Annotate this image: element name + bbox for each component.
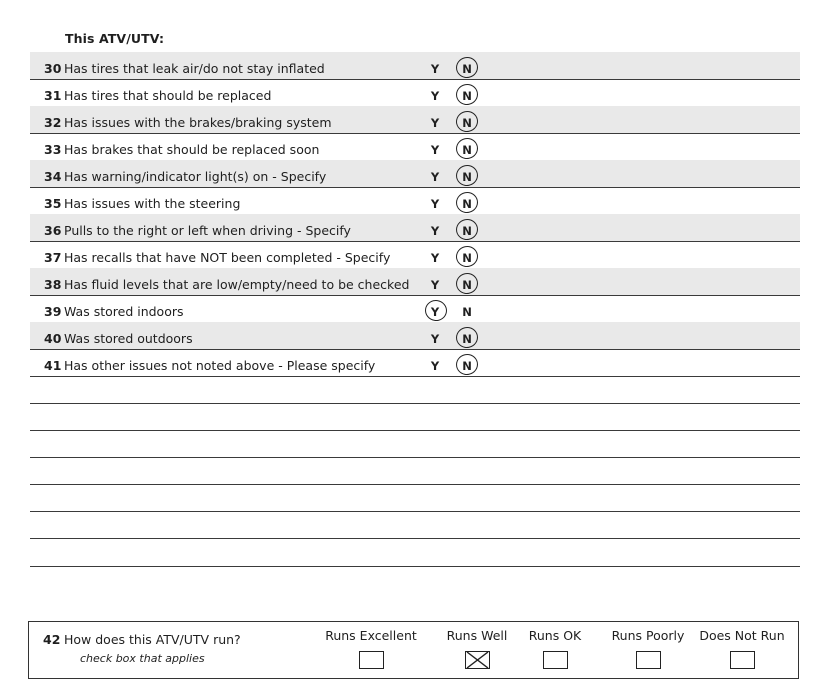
question-number: 41	[44, 358, 62, 373]
circled-answer-mark	[454, 271, 480, 296]
circled-answer-mark	[454, 244, 480, 269]
yes-option[interactable]: Y	[430, 143, 440, 157]
question-text: Has recalls that have NOT been completed - Specify	[64, 250, 391, 265]
question-text: Was stored outdoors	[64, 331, 193, 346]
choice-label: Does Not Run	[699, 628, 785, 643]
checkbox[interactable]	[465, 651, 490, 669]
question-number: 42	[43, 632, 61, 647]
no-option[interactable]: N	[462, 62, 472, 76]
question-row	[30, 295, 800, 323]
question-row	[30, 241, 800, 269]
question-text: Has tires that leak air/do not stay inflated	[64, 61, 325, 76]
question-row	[30, 187, 800, 215]
circled-answer-mark	[454, 325, 480, 350]
blank-line	[30, 538, 800, 539]
no-option[interactable]: N	[462, 116, 472, 130]
circled-answer-mark	[454, 190, 480, 215]
yes-option[interactable]: Y	[430, 116, 440, 130]
no-option[interactable]: N	[462, 224, 472, 238]
question-number: 40	[44, 331, 62, 346]
yes-option[interactable]: Y	[430, 170, 440, 184]
section-heading: This ATV/UTV:	[65, 31, 165, 46]
run-condition-question	[28, 621, 799, 679]
blank-line	[30, 403, 800, 404]
question-number: 35	[44, 196, 62, 211]
question-text: Has issues with the brakes/braking system	[64, 115, 332, 130]
circled-answer-mark	[454, 352, 480, 377]
blank-line	[30, 484, 800, 485]
circled-answer-mark	[454, 55, 480, 80]
choice-label: Runs Well	[446, 628, 508, 643]
x-mark-icon	[466, 652, 489, 668]
question-row	[30, 133, 800, 161]
circled-answer-mark	[454, 217, 480, 242]
question-number: 39	[44, 304, 62, 319]
no-option[interactable]: N	[462, 278, 472, 292]
circled-answer-mark	[454, 109, 480, 134]
question-row	[30, 268, 800, 296]
question-text: Pulls to the right or left when driving - Specify	[64, 223, 351, 238]
question-number: 33	[44, 142, 62, 157]
no-option[interactable]: N	[462, 332, 472, 346]
question-instruction: check box that applies	[80, 652, 205, 665]
question-row	[30, 160, 800, 188]
circled-answer-mark	[454, 163, 480, 188]
question-number: 34	[44, 169, 62, 184]
question-text: How does this ATV/UTV run?	[64, 632, 241, 647]
question-row	[30, 52, 800, 80]
no-option[interactable]: N	[462, 170, 472, 184]
question-text: Has tires that should be replaced	[64, 88, 272, 103]
run-choice	[687, 628, 797, 669]
yes-option[interactable]: Y	[430, 62, 440, 76]
no-option[interactable]: N	[462, 305, 472, 319]
question-text: Has other issues not noted above - Please specify	[64, 358, 376, 373]
yes-option[interactable]: Y	[430, 197, 440, 211]
circled-answer-mark	[454, 82, 480, 107]
checkbox[interactable]	[730, 651, 755, 669]
question-text: Has warning/indicator light(s) on - Specify	[64, 169, 327, 184]
yes-option[interactable]: Y	[430, 332, 440, 346]
question-text: Has fluid levels that are low/empty/need to be checked	[64, 277, 410, 292]
yes-option[interactable]: Y	[430, 224, 440, 238]
blank-line	[30, 457, 800, 458]
no-option[interactable]: N	[462, 251, 472, 265]
question-row	[30, 79, 800, 107]
yes-option[interactable]: Y	[430, 89, 440, 103]
choice-label: Runs Excellent	[325, 628, 417, 643]
yes-option[interactable]: Y	[430, 278, 440, 292]
no-option[interactable]: N	[462, 143, 472, 157]
question-row	[30, 349, 800, 377]
question-number: 37	[44, 250, 62, 265]
question-row	[30, 106, 800, 134]
question-number: 38	[44, 277, 62, 292]
checkbox[interactable]	[359, 651, 384, 669]
question-text: Has brakes that should be replaced soon	[64, 142, 320, 157]
yes-option[interactable]: Y	[430, 359, 440, 373]
question-number: 36	[44, 223, 62, 238]
no-option[interactable]: N	[462, 359, 472, 373]
question-number: 32	[44, 115, 62, 130]
checkbox[interactable]	[636, 651, 661, 669]
blank-line	[30, 511, 800, 512]
blank-line	[30, 566, 800, 567]
no-option[interactable]: N	[462, 89, 472, 103]
run-choice	[316, 628, 426, 669]
circled-answer-mark	[454, 136, 480, 161]
question-text: Was stored indoors	[64, 304, 184, 319]
blank-line	[30, 430, 800, 431]
choice-label: Runs OK	[528, 628, 582, 643]
yes-option[interactable]: Y	[430, 251, 440, 265]
choice-label: Runs Poorly	[611, 628, 685, 643]
question-number: 31	[44, 88, 62, 103]
no-option[interactable]: N	[462, 197, 472, 211]
question-row	[30, 214, 800, 242]
question-number: 30	[44, 61, 62, 76]
yes-option[interactable]: Y	[430, 305, 440, 319]
question-text: Has issues with the steering	[64, 196, 241, 211]
question-row	[30, 322, 800, 350]
checkbox[interactable]	[543, 651, 568, 669]
